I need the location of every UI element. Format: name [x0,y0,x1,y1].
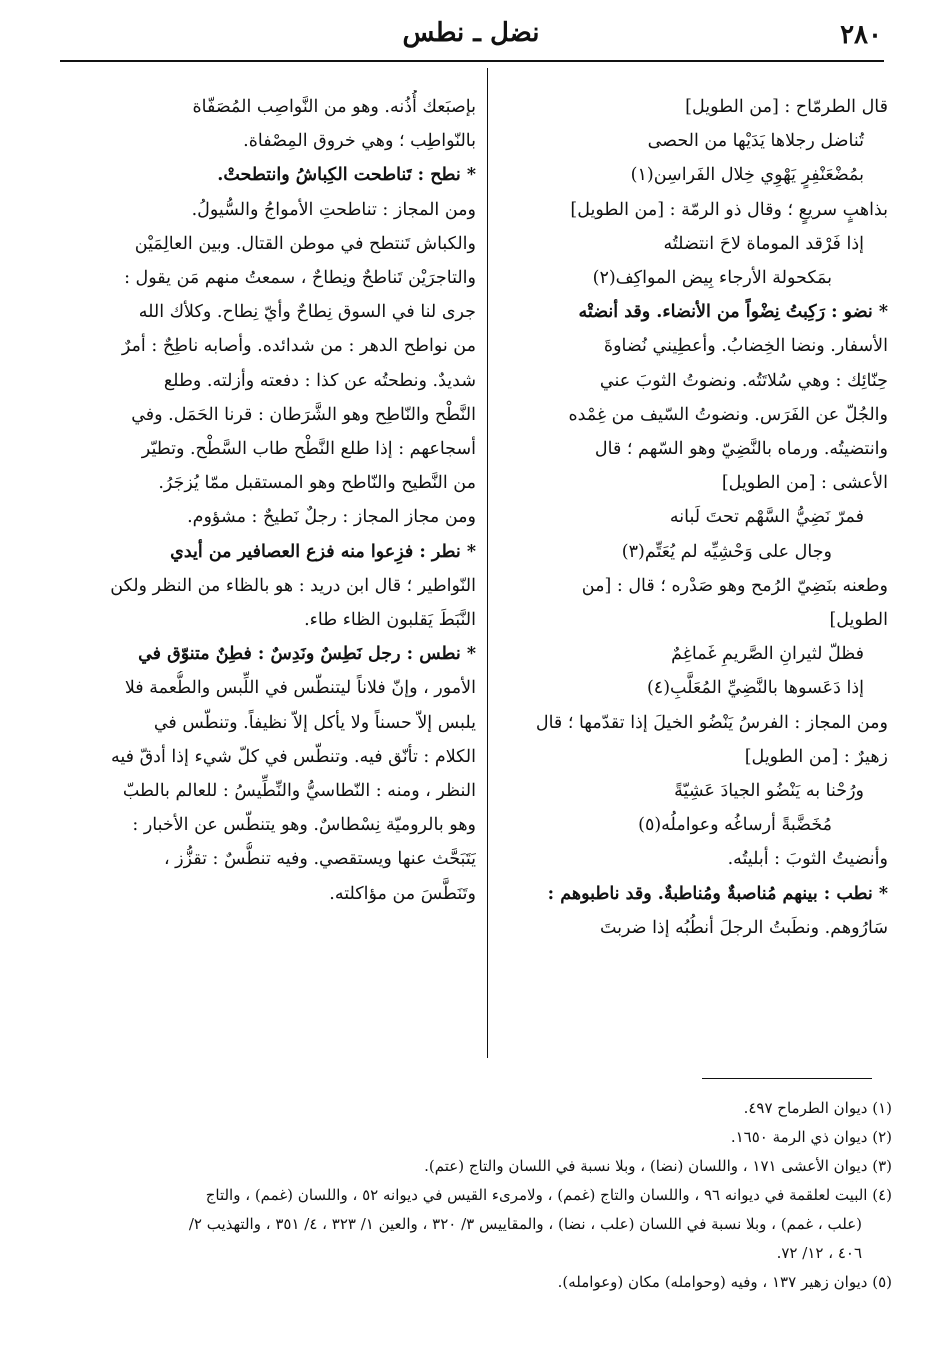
text-line: قال الطرمّاح : [من الطويل] [685,97,888,117]
text-line: وتَنَطَّسَ من مؤاكلته. [329,883,476,904]
column-divider [487,68,488,1058]
text-line: من النَّطيح والنّاطح وهو المستقبل ممّا يُزجَرُ. [158,473,476,494]
text-line: والتاجرَيْن تَناطحٌ ونِطاحٌ ، سمعتُ منهم مَن يقول : [124,268,476,289]
text-line: أسجاعهم : إذا طلع النَّطْح طاب السَّطْح. وتطيّر [141,439,476,460]
text-line: الأعشى : [من الطويل] [721,473,888,494]
verse-line: بمَكحولة الأرجاء بِيض المواكِف(٢) [592,268,832,289]
footnote-continuation: ٤٠٦ ، ١٢/ ٧٢. [776,1244,862,1262]
entry-heading-line: * نطس : رجل نَطِسٌ ونَدِسٌ : فطِنٌ متنوّق في [138,644,476,665]
verse-line: إذا فَرْقد الموماة لاحَ انتضلتُه [663,233,864,254]
text-line: بإصبَعك أُذُنه. وهو من النَّواصِب المُصَفّاة [192,97,476,117]
verse-line: فمرّ نَضِيُّ السَّهْم تحتَ لَبانه [669,507,864,528]
verse-line: فظلّ لثيرانِ الصَّريمِ غَماغِمٌ [671,644,864,665]
text-line: النَّبَطَ يَقلبون الظاء طاء. [304,610,476,631]
text-line: النظر ، ومنه : النّطاسيُّ والنِّطِّيسُ : للعالم بالطبّ [122,781,476,802]
text-line: ومن المجاز : الفرسُ يَنْضُو الخيلَ إذا تقدّمها ؛ قال [535,712,888,733]
text-line: وأنضيتُ الثوبَ : أبليتُه. [727,849,888,870]
text-line: والجُلّ عن الفَرَس. ونضوتُ السّيف من غِمْده [568,404,888,425]
verse-line: تُناضل رجلاها يَدَيْها من الحصى [647,131,864,152]
text-line: وهو بالروميّة نِسْطاسٌ. وهو يتنطّس عن الأخبار : [132,815,476,836]
running-title: نضل ـ نطس [402,18,540,48]
page-header [60,18,882,60]
right-column [478,90,888,945]
text-line: شديدٌ. ونطحتُه عن كذا : دفعته وأزلته. وطلع [163,370,476,391]
text-line: سَارُوهم. ونطَبتُ الرجلَ أنطُبُه إذا ضربتَ [599,917,888,938]
footnote: (٤) البيت لعلقمة في ديوانه ٩٦ ، واللسان والتاج (غمم) ، ولامرىء القيس في ديوانه ٥٢ ، واللسان (غمم) ، والتاج [205,1186,892,1204]
text-line: الأسفار. ونضا الخِضابُ. وأعطِيني نُضاوةَ [603,336,888,357]
text-line: النَّطْح والنّاطِح وهو الشَّرَطان : قرنا الحَمَل. وفي [131,404,476,425]
header-rule [60,60,884,62]
text-line: وطعنه بنَضِيّ الرُمح وهو صَدْره ؛ قال : [من [581,575,888,596]
text-line: حِنّائِك : وهي سُلاتَتُه. ونضوتُ الثوبَ عني [599,370,888,391]
page-number: ٢٨٠ [840,20,882,50]
entry-heading-line: * نطب : بينهم مُناصبةٌ ومُناطبةٌ. وقد ناطبوهم : [547,883,888,904]
verse-line: مُخَضَّبةً أرساغُه وعواملُه(٥) [638,815,832,836]
entry-heading-line: * نطح : تَناطحت الكِباشُ وانتطحتْ. [217,165,476,186]
text-line: يلبس إلاّ حسناً ولا يأكل إلاّ نظيفاً. وتنطّس في [153,712,476,733]
text-line: الطويل] [829,610,888,631]
footnote-continuation: (علب ، غمم) ، وبلا نسبة في اللسان (علب ، نضا) ، والمقاييس ٣/ ٣٢٠ ، والعين ١/ ٣٢٣ ، ٤/ ٣٥١ ، والتهذيب ٢/ [188,1215,862,1233]
text-line: زهيرٌ : [من الطويل] [744,746,888,767]
footnote: (٥) ديوان زهير ١٣٧ ، وفيه (وحوامله) مكان (وعوامله). [557,1273,892,1291]
text-line: بذاهبٍ سريعٍ ؛ وقال ذو الرمّة : [من الطويل] [570,199,888,220]
verse-line: ورُحْنا به يَنْضُو الجيادَ عَشِيّةً [674,781,864,802]
text-line: والكباش تَنتطح في موطن القتال. وبين العالِمَيْن [134,233,476,254]
text-line: النّواطير ؛ قال ابن دريد : هو بالظاء من النظر ولكن [110,575,476,596]
footnote: (٣) ديوان الأعشى ١٧١ ، واللسان (نضا) ، وبلا نسبة في اللسان والتاج (عتم). [424,1157,892,1175]
left-column [80,90,476,911]
verse-line: إذا دَعَسوها بالنَّضِيِّ المُعَلَّبِ(٤) [646,678,864,699]
text-line: الكلام : تأنّق فيه. وتنطّس في كلّ شيء إذا أدقّ فيه [111,746,476,767]
text-line: وانتضيتُه. ورماه بالنَّضِيّ وهو السّهم ؛ قال [594,439,888,460]
text-line: جرى لنا في السوق نِطاحٌ وأيّ نِطاح. وكلأك الله [138,302,476,323]
text-line: بالنّواطِب ؛ وهي خروق المِصْفاة. [243,131,476,152]
text-line: الأمور ، وإنّ فلاناً ليتنطّس في اللِّبس والطُّعمة فلا [124,678,476,699]
verse-line: بمُضْعَنْفِرٍ يَهْوِي خِلال الفَراسِن(١) [630,165,864,186]
footnote: (٢) ديوان ذي الرمة ١٦٥٠. [730,1128,892,1146]
footnotes [52,1094,892,1297]
text-line: ومن مجاز المجاز : رجلٌ نَطيحٌ : مشؤوم. [187,507,476,528]
entry-heading-line: * نطر : فزِعوا منه فزع العصافير من أيدي [170,541,476,562]
verse-line: وجال على وَحْشِيِّه لم يُعَتِّم(٣) [621,541,832,562]
text-line: ومن المجاز : تناطحتِ الأمواجُ والسُّيولُ. [191,199,476,220]
text-line: من نواطح الدهر : من شدائده. وأصابه ناطِحٌ : أمرٌ [121,336,476,357]
footnote: (١) ديوان الطرماح ٤٩٧. [743,1099,892,1117]
footnote-rule [702,1078,872,1079]
text-line: يَتَبَحَّث عنها ويستقصي. وفيه تنطُّسٌ : تقزُّز ، [163,849,476,870]
entry-heading-line: * نضو : رَكِبتُ نِضْواً من الأنضاء. وقد أنضتْه [578,302,888,323]
